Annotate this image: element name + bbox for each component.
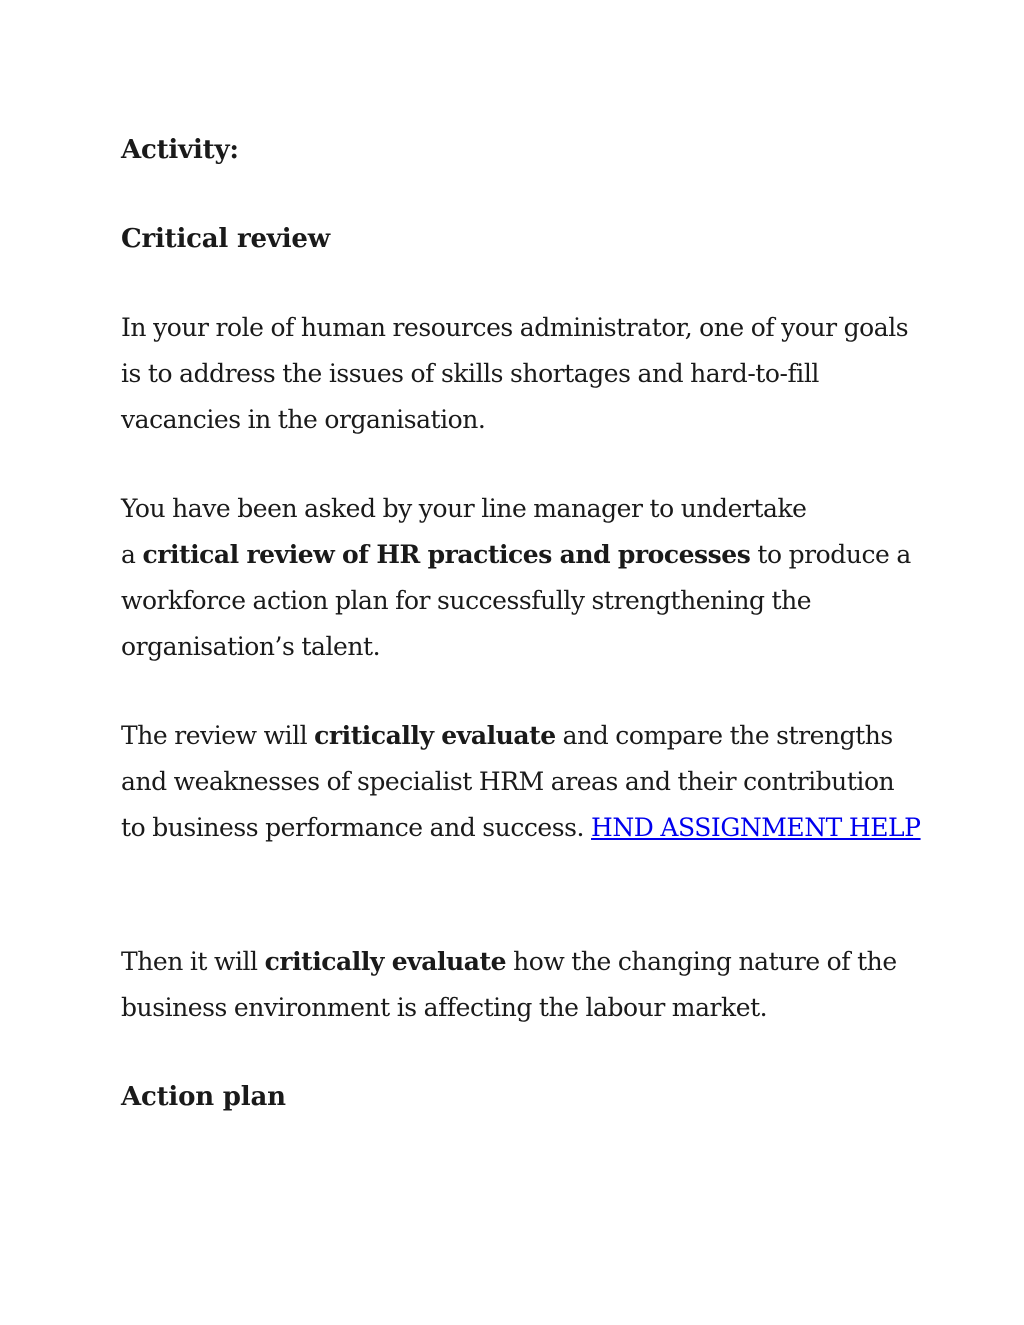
review-paragraph-emphasis: critically evaluate (314, 721, 556, 750)
intro-paragraph (121, 305, 921, 443)
task-paragraph-line1: You have been asked by your line manager to undertake (121, 494, 807, 523)
hnd-assignment-help-link[interactable]: HND ASSIGNMENT HELP (591, 813, 921, 842)
evaluation-paragraph-emphasis: critically evaluate (264, 947, 507, 976)
task-paragraph (121, 486, 921, 670)
review-paragraph (121, 713, 921, 851)
activity-heading: Activity: (121, 135, 239, 165)
intro-paragraph-text: In your role of human resources administrator, one of your goals is to address the issues of skills shortages and hard-to-fill vacancies in the organisation. (121, 313, 909, 434)
task-paragraph-rest: produce a workforce action plan for successfully strengthening the organisation’s talent. (121, 540, 911, 661)
evaluation-paragraph (121, 939, 921, 1031)
task-paragraph-suffix: to (750, 540, 782, 569)
task-paragraph-prefix: a (121, 540, 143, 569)
evaluation-paragraph-prefix: Then it will (121, 947, 265, 976)
evaluation-paragraph-suffix: how the changing nature of the business environment is affecting the labour market. (121, 947, 897, 1022)
review-paragraph-prefix: The review will (121, 721, 315, 750)
critical-review-heading: Critical review (121, 224, 330, 254)
review-paragraph-suffix: and compare the strengths and weaknesses of specialist HRM areas and their contribution to business performance and success. (121, 721, 895, 842)
task-paragraph-emphasis: critical review of HR practices and processes (142, 540, 751, 569)
action-plan-heading: Action plan (121, 1082, 286, 1112)
